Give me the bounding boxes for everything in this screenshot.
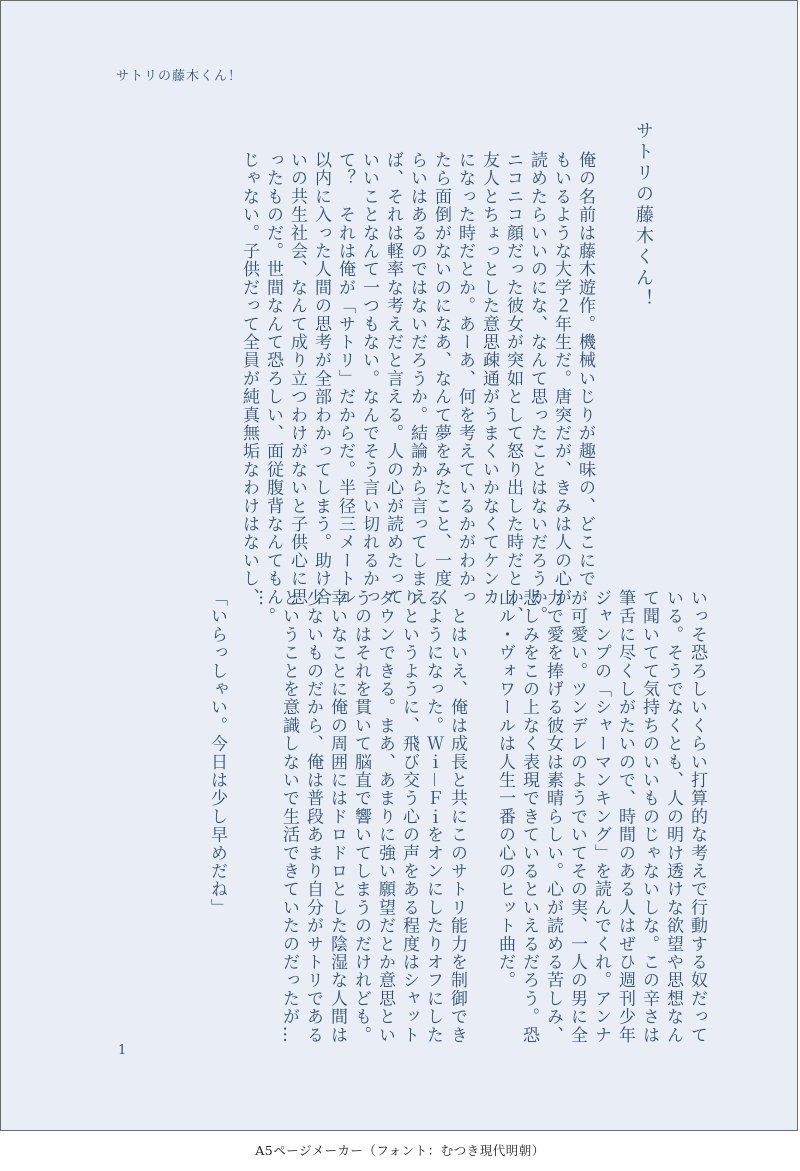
app-footer-caption: A5ページメーカー（フォント：むつき現代明朝） — [255, 1143, 545, 1158]
page-number: 1 — [118, 1043, 127, 1058]
running-head: サトリの藤木くん！ — [116, 69, 243, 84]
body-text-bottom-block: いっそ恐ろしいくらい打算的な考えで行動する奴だって いる。そうでなくとも、人の明け透けな欲望や思想なん て聞いてて気持ちのいいものじゃないしな。この辛さは 筆舌に尽くしがたいので、時間のある人はぜひ週刊少年 ジャンプの「シャーマンキング」を読んでくれ。アンナ が可愛い。ツンデレのようでいてその実、一人の男に全 力で愛を捧げる彼女は素晴らしい。心が読める苦しみ、 悲しみをこの上なく表現できているといえるだろう。恐 山ル・ヴォワールは人生一番の心のヒット曲だ。 とはいえ、俺は成長と共にこのサトリ能力を制御でき るようになった。Ｗｉ－Ｆｉをオンにしたりオフにした りというように、飛び交う心の声をある程度はシャット ダウンできる。まあ、あまりに強い願望だとか意思とい うのはそれを貫いて脳直で響いてしまうのだけれども。 幸いなことに俺の周囲にはドロドロとした陰湿な人間は 少ないものだから、俺は普段あまり自分がサトリである ということを意識しないで生活できていたのだったが… …。 「いらっしゃい。今日は少し早めだね」 — [207, 589, 707, 1044]
body-text-top-block: 俺の名前は藤木遊作。機械いじりが趣味の、どこにで もいるような大学２年生だ。唐突だが、きみは人の心が 読めたらいいのにな、なんて思ったことはないだろうか。 ニコニコ顔だった彼女が突如として怒り出した時だとか、 友人とちょっとした意思疎通がうまくいかなくてケンカ になった時だとか。あーあ、何を考えているかがわかっ たら面倒がないのになあ、なんて夢をみたこと、一度く らいはあるのではないだろうか。結論から言ってしまえ ば、それは軽率な考えだと言える。人の心が読めたって いいことなんて一つもない。なんでそう言い切れるかっ て？ それは俺が「サトリ」だからだ。半径三メートル 以内に入った人間の思考が全部わかってしまう。助け合 いの共生社会、なんて成り立つわけがないと子供心に思 ったものだ。世間なんて恐ろしい、面従腹背なんてもん じゃない。子供だって全員が純真無垢なわけはないし、 — [239, 151, 595, 625]
story-title: サトリの藤木くん！ — [633, 121, 654, 310]
